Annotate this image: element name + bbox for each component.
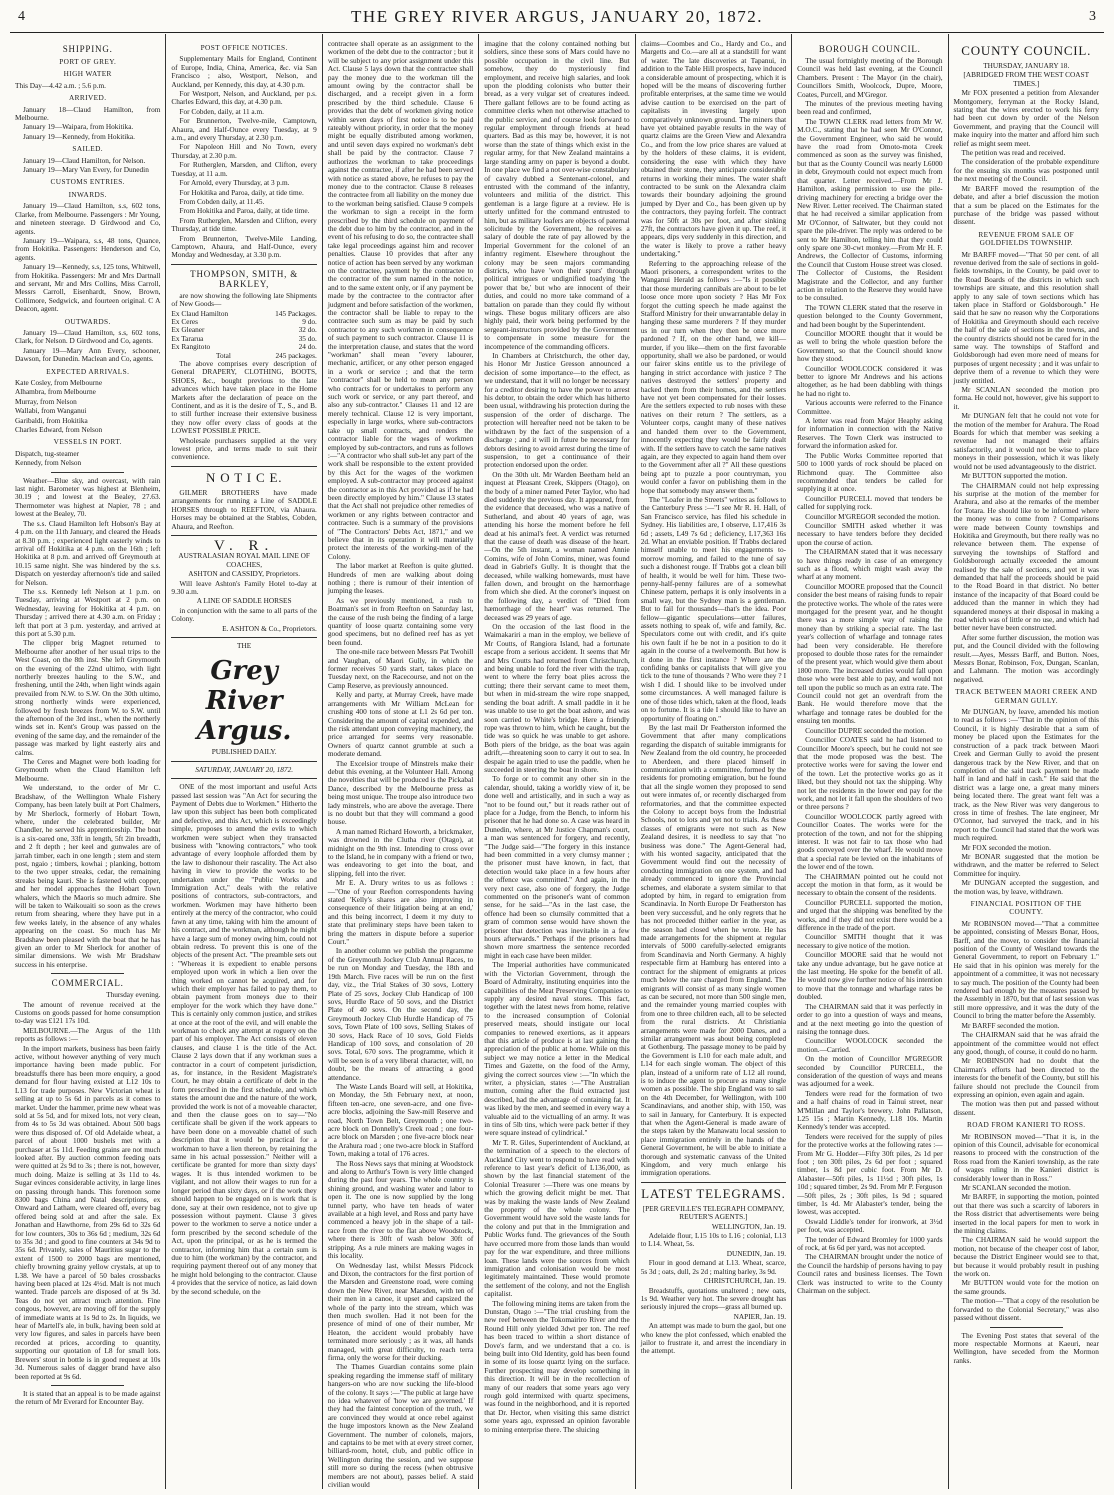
telegram-body: An attempt was made to burn the gaol, but one who knew the plot confessed, which enabled the jailor to frustrate it, and arrest the incendiary in the attempt.	[640, 1321, 787, 1356]
telegram-body: Breadstuffs, quotations unaltered ; new oats, 1s 9d. Weather very hot. The severe drought has seriously injured the crops—grass all burned up.	[640, 1285, 787, 1312]
county-abridged: [ABRIDGED FROM THE WEST COAST TIMES.]	[963, 70, 1090, 88]
column-2	[166, 34, 322, 1489]
council-paragraph: Councillor WOOLCOCK seconded the motion.—Carried.	[797, 1036, 943, 1054]
expected-item: Alhambra, from Melbourne	[15, 387, 96, 397]
sailed-item: January 19—Mary Van Every, for Dunedin	[23, 165, 149, 175]
county-paragraph: The petition was read and received.	[961, 148, 1066, 158]
customs-heading: CUSTOMS ENTRIES.	[50, 177, 125, 187]
editorial-paragraph: ONE of the most important and useful Acts passed last session was "An Act for securing the Payment of Debts due to Workmen." Hitherto the law upon this subject has been both complicated and defective, and this Act, which is exceedingly simple, proposes to amend the evils to which workmen were subject when they transacted business with "knowing contractors," who took advantage of every loophole afforded them by the law to dishonour their rascality. The Act also having in view to provide the works to be undertaken under the "Public Works and Immigration Act," deals with the relative positions of contractors, sub-contractors, and workmen. Workmen may have hitherto been entirely at the mercy of the contractor, who could fawn at any time, taking with him the amount of his contract, and the workman, although he might have a large sum of money owing him, could not obtain redress. To prevent this is one of the objects of the present Act. "The preamble sets out : "Whereas it is expedient to enable persons employed upon work in which a lien over the thing worked on cannot be acquired, and for which their employer has failed to pay them, to obtain payment from moneys due to their employer for the work which they have done." This is certainly only common justice, and strikes at once at the root of the evil, and will enable the workman to check any attempt at roguery on the part of his employer. The Act consists of eleven clauses, and clause 1 is the title of the Act. Clause 2 lays down that if any workman sues a contractor in a court of competent jurisdiction, as, for instance, in the Resident Magistrate's Court, he may obtain a certificate of debt in the form prescribed in the first schedule, and which states the amount due and the nature of the work, provided the work is not of a moveable character, and then the clause goes on to say—"No certificate shall be given if the work appears to have been done on a moveable chattel of such description that it would be practical for a workman to have a lien thereon, by retaining the same in his actual possession." Neither will a certificate be granted for more than sixty days' wages. It is thus intended workmen to be vigilant, and not allow their wages to run for a longer period than sixty days, or if the work they should happen to be engaged on is work that is done, say at their own residence, not to give up possession without payment. Clause 3 gives power to the workmen to serve a notice under a form prescribed by the second schedule of the Act, upon the principal, or as he is termed the contractor, informing him that a certain sum is due to him (the workman) by the contractor, and requiring payment thereof out of any money that he might hold belonging to the contractor. Clause 4 provides that the service of notice, as laid down by the second schedule, on the	[171, 782, 317, 1296]
expected-item: Garibaldi, from Hokitika	[15, 415, 88, 425]
commercial-paragraph: MELBOURNE.—The Argus of the 11th reports as follows :—	[15, 1025, 161, 1044]
article-paragraph: The one-mile race between Messrs Pat Twohill and Vaughan, of Maori Gully, in which the former receives 50 yards start, takes place on Tuesday next, on the Racecourse, and not on the Camp Reserve, as previously announced.	[327, 647, 474, 690]
goods-name: Ex Tararua	[171, 333, 204, 343]
telegram-place: CHRISTCHURCH, Jan. 19.	[703, 1276, 787, 1286]
post-item: For Hokitika and Paroa, daily, at tide time.	[179, 187, 304, 197]
council-paragraph: The CHAIRMAN stated that it was necessary to have things ready in case of an emergency such as a flood, which might wash away the wharf at any moment.	[797, 547, 943, 582]
article-paragraph: claims—Coombes and Co., Hardy and Co., and Margetts and Co.—are all at a standstill for want of water. The late discoveries at Tapanui, in addition to the Table Hill prospects, have induced a considerable amount of prospecting, which it is hoped will be the means of discovering further profitable enterprises, at the same time we would advise caution to be exercised on the part of capitalists in investing largely upon comparatively unknown ground. The miners that have yet obtained payable results in the way of quartz claims are the Green View and Alexandra Co., and from the low price shares are valued at by the holders of these claims, it is evident, considering the ease with which they have obtained their stone, they anticipate considerable returns in working their mines. The water shaft contracted to be sunk on the Alexandra claim towards their boundary adjoining the ground jumped by Dyer and Co., has been given up by the contractors, they paying forfeit. The contract was for 50ft at 30s per foot, and after sinking 27ft, the contractors have given it up. The reef, it appears, dips very suddenly in this direction, and the water is likely to prove a rather heavy undertaking."	[640, 39, 787, 259]
column-4	[479, 34, 635, 1489]
commercial-heading: COMMERCIAL.	[51, 978, 124, 989]
royal-mail-emblem	[171, 537, 316, 554]
county-paragraph: The CHAIRMAN said he would support the motion, not because of the cheaper cost of labor, because the District Engineer would see to that, but because it would probably result in pushing the work on.	[953, 1235, 1099, 1279]
county-subheading: ROAD FROM KANIERI TO ROSS.	[966, 1120, 1086, 1130]
council-paragraph: Councillor SMITH asked whether it was necessary to have tenders before they decided upon the course of action.	[797, 520, 943, 547]
mail-body2: in conjunction with the same to all parts of the Colony.	[171, 605, 317, 624]
goods-name: Ex Ceres	[171, 316, 198, 326]
council-paragraph: A letter was read from Major Heaphy asking for information in connection with the Native Reserves. The Town Clerk was instructed to forward the information asked for.	[797, 416, 943, 451]
council-paragraph: Councillor PURCELL supported the motion, and urged that the shipping was benefited by the works, and if they did not exist there would be a difference in the trade of the port.	[797, 897, 943, 933]
county-paragraph: Mr BARFF moved—"That 50 per cent. of all revenue derived from the sale of sections in gold-fields townships, in the County, be paid over to the Road Boards of the districts in which such townships are situate, and this resolution shall apply to any sale of town sections which has taken place in Stafford or Goldsborough." He said that he saw no reason why the Corporations of Hokitika and Greymouth should each receive the half of the sale of sections in the towns, and the country districts should not be cared for in the same way. The townships of Stafford and Goldsborough had even more need of means for purposes of urgent necessity ; and it was unfair to deprive them of a revenue to which they were justly entitled.	[953, 249, 1099, 385]
post-item: For Napoleon Hill and No Town, every Thursday, at 2.30 p.m.	[171, 142, 317, 160]
masthead-title: THE GREY RIVER ARGUS, JANUARY 20, 1872.	[351, 7, 763, 26]
goods-name: Ex Rangitoto	[171, 342, 211, 352]
divider	[171, 637, 316, 638]
goods-qty: 32 do.	[298, 325, 317, 335]
inwards-item: January 19—Claud Hamilton, s.s, 602 tons, Clarke, from Melbourne. Passengers : Mr Young, and nineteen steerage. D Girdwood and Co, agents.	[15, 201, 161, 236]
county-paragraph: Mr BUTTON supported the motion.	[961, 471, 1068, 481]
goods-qty: 145 Packages.	[275, 308, 317, 318]
inwards-item: January 19—Waipara, s.s, 48 tons, Quance, from Hokitika. Passengers: Henderson and Co, agents.	[15, 235, 161, 262]
notice-heading: N O T I C E.	[205, 469, 283, 485]
county-council-heading: COUNTY COUNCIL.	[961, 43, 1092, 58]
county-paragraph: Mr ROBINSON moved—"That a committee be appointed, consisting of Messrs Bonar, Hoos, Barff, and the mover, to consider the financial position of the County of Westland towards the General Government, to report on February 1." He said that in his opinion was merely for the appointment of a committee, it was not necessary to say much. The position of the County had been rendered bad enough by the measures passed by the Assembly in 1870, but that of last session was still more oppressive, and it was the duty of the Council to bring the matter before the Assembly.	[953, 918, 1099, 1021]
article-paragraph: contractee shall operate as an assignment to the workmen of the debt due to the contractor ; but it will be subject to any prior assignment under this Act. Clause 5 lays down that the contractee shall pay the money due to the workman till the amount owing by the contractor shall be discharged, and a receipt given in a form prescribed by the third schedule. Clause 6 provides that the debt of workmen giving notice within seven days of first notice is to be paid rateably without priority, in order that the money might be equally distributed among workmen, and until seven days expired no workman's debt shall be paid by the contractor. Clause 7 authorizes the workman to take proceedings against the contractee, if after he had been served with notice as stated above, he refuses to pay the money due to the contractor. Clause 8 releases the contractee from all liability on the money due to the workman being satisfied. Clause 9 compels the workman to sign a receipt in the form prescribed by the third schedule on payment of the debt due to him by the contractor, and in the event of his refusing to do so, the contractee shall take legal proceedings against him and recover penalties. Clause 10 provides that after any notice of action has been served by any workman on the contractee, payment by the contractee to the contractor of the sum named in the notice, and to the same extent only, or if any payment be made by the contractee to the contractor after judgment and before satisfaction of the workmen, the contractor shall be liable to repay to the contractee such sum as may be paid by such contractor to any such workmen in consequence of such payment to such contractor. Clause 11 is the interpretation clause, and states that the word "workman" shall mean "every labourer, mechanic, artificer, or any other person engaged in a work or service ; and that the term "contractor" shall be held to mean any person who contracts for or undertakes to perform any such work or service, or any part thereof, and also any sub-contractor." Clauses 11 and 12 are merely technical. Clause 12 is very important, especially in large works, where sub-contractors take up small contracts, and renders the contractor liable for the wages of workmen employed by sub-contractors, and runs as follows :—"A contractor who shall sub-let any part of the work shall be responsible to the extent provided by this Act for the wages of the workmen employed. A sub-contractor may proceed against the contractor as in this Act provided as if he had been directly employed by him." Clause 13 states that the Act shall not prejudice other remedies of workmen or any rights between contractor and contractee. Such is a summary of the provisions of "The Contractors' Debts Act, 1871," and we believe that in its operation it will materially protect the interests of the working-men of the Colony.	[327, 39, 474, 561]
shipping-paragraph: Weather—Blue sky, and overcast, with rain last night. Barometer was highest at Blenheim, 30.19 ; and lowest at the Bealey, 27.63. Thermometer was highest at Napier, 78 ; and lowest at the Bealey, 70.	[15, 475, 161, 519]
expected-heading: EXPECTED ARRIVALS.	[46, 366, 130, 376]
article-paragraph: The Waste Lands Board will sell, at Hokitika, on Monday, the 5th February next, at noon, fifteen ten-acre, one seven-acre, and one five-acre blocks, adjoining the Saw-mill Reserve and road, North Town Belt, Greymouth ; one two-acre block on Donnelly's Creek road ; one four-acre block on Marsden ; one five-acre block near the Arahura road ; one two-acre block in Stafford Town, making a total of 176 acres.	[327, 1081, 474, 1159]
county-paragraph: The motion was then put and passed without dissent.	[953, 1099, 1099, 1117]
council-paragraph: The Public Works Committee reported that 500 to 1000 yards of rock should be placed on Richmond quay. The Committee also recommended that tenders be called for supplying it at once.	[797, 450, 943, 494]
county-paragraph: Mr BARFF moved the resumption of the debate, and after a brief discussion the motion that a sum be placed on the Estimates for the purchase of the bridge was passed without dissent.	[953, 183, 1099, 227]
article-paragraph: The Ross News says that mining at Woodstock and along to Arthur's Town is very little changed during the past four years. The whole country is shining ground, and washing water and labor to open it. The one is now supplied by the long tunnel party, who have ten heads of water available at a high level, and Ross and party have commenced a heavy job in the shape of a tail-race from the river to the flat above Woodstock, where there is 30ft of wash below 30ft of stripping. As a rule miners are making wages in this locality.	[327, 1158, 474, 1261]
masthead	[10, 0, 1104, 33]
arrived-item: January 19—Kennedy, from Hokitika.	[23, 131, 135, 141]
article-paragraph: By the last mail Dr Featherston informed the Government that after many complications regarding the dispatch of suitable immigrants for New Zealand from the old country, he proceeded to Aberdeen, and there placed himself in communication with a committee, formed by the residents for promoting emigration, but he found that all the single women they proposed to send out were inmates of, or recently discharged from reformatories, and that the committee expected the Colony to accept boys from the Industrial Schools, not to lots and yet not to trials. As these classes of emigrants were not such as New Zealand desires, it is needless to say that "no business was done." The Agent-General had, with his wonted sagacity, anticipated that the Government would find out the necessity of conducting immigration on one system, and had already commenced to ignore the Provincial schemes, and elaborate a system similar to that adopted by him, in regard to emigration from Scandinavia. In North Europe Dr Featherston has been very successful, and he only regrets that he has not proceeded thither earlier in the year, as the season had closed when he wrote. He has made arrangements for the shipment at regular intervals of 5000 carefully-selected emigrants from Scandinavia and North Germany. A highly respectable firm at Hamburg has entered into a contract for the shipment of emigrants at prices much below the rate charged from England. The emigrants will consist of as many single women as can be secured, not more than 500 single men, and the remainder young married couples with from one to three children each, all to be selected from the rural districts. At Christiania arrangements were made for 2000 Danes, and a similar arrangement was about being completed at Gothenburg. The passage money to be paid by the Government is L10 for each male adult, and L14 for each single woman. The object of this plan, instead of a uniform rate of L12 all round, is to induce the agent to procure as many single women as possible. The ship England was to sail on the 4th December, for Wellington, with 100 Scandinavians, and another ship, with 150, was to sail in January, for Canterbury. It is expected that when the Agent-General is made aware of the steps taken by the Manawatu local session to place immigration entirely in the hands of the General Government, he will be able to initiate a thorough and systematic canvass of the United Kingdom, and very much enlarge his immigration operations.	[640, 722, 787, 1178]
appeal-paragraph: It is stated that an appeal is to be made against the return of Mr Everard for Encounter Bay.	[15, 1388, 161, 1407]
article-paragraph: To forge or to commit any other sin in the calendar, should, taking a worldly view of it, be done well and artistically, and in such a way as "not to be found out," but it reads rather out of place for a Judge, from the Bench, to inform his prisoner that he had done so. A case was heard in Dunedin, where, at Mr Justice Chapman's court, a man was sentenced for forgery, and recently, "The Judge said—"The forgery in this instance had been committed in a very clumsy manner ; the prisoner must have known, in fact, that detection would take place in a few hours after the offence was committed." And again, in the very next case, also one of forgery, the Judge commented on the prisoner's want of common sense, for he said—"As in the last case, the offence had been so clumsily committed that a gram of common sense would have shown the prisoner that detection was inevitable in a few hours afterwards." Perhaps if the prisoners had shown more smartness the sentence recorded might in each case have been milder.	[484, 774, 630, 960]
commercial-day: Thursday evening.	[106, 990, 161, 1000]
county-paragraph: Mr BARFF seconded the motion.	[961, 1020, 1060, 1030]
shipping-paragraph: The s.s. Claud Hamilton left Hobson's Bay at 4 p.m. on the 11th January, and cleared the Heads at 8.30 p.m. ; experienced light easterly winds to arrival off Hokitika at 4 p.m. on the 16th ; left Hokitika at 8 p.m. and arrived off Greymouth at 10.15 same night. She was hindered by the s.s. Dispatch on yesterday afternoon's tide and sailed for Nelson.	[15, 518, 161, 587]
council-paragraph: The CHAIRMAN pointed out he could not accept the motion in that form, as it would be necessary to obtain the consent of the residents.	[797, 871, 943, 898]
high-water-text: This Day—4.42 a.m. ; 5.6 p.m.	[15, 80, 107, 90]
mail-heading: AUSTRALASIAN ROYAL MAIL LINE OF COACHES,	[178, 551, 310, 569]
post-item: For Rutherglen, Marsden, and Clifton, every Tuesday, at 11 a.m.	[171, 160, 317, 178]
article-paragraph: Kelly and party, at Murray Creek, have made arrangements with Mr William McLean for crushing 400 tons of stone at L1 2s 6d per ton. Considering the amount of capital expended, and the risk attendant upon conveying machinery, the price arranged for seems very reasonable. Owners of quartz cannot grumble at such a moderate demand.	[327, 690, 474, 759]
county-paragraph: The CHAIRMAN could not help expressing his surprise at the motion of the member for Arahura, and also at the remarks of the member for Totara. He should like to be informed where the money was to come from ? Comparisons were made between County townships and Hokitika and Greymouth, but there really was no relevance between them. The expense of surveying the townships of Stafford and Goldsborough actually exceeded the amount realised by the sale of sections, and yet it was demanded that half the proceeds should be paid to the Road Board in that district. No better instance of the incapacity of that Board could be adduced than the manner in which they had squandered moneys at their disposal in making a road which was of little or no use, and which had better never have been constructed.	[953, 480, 1099, 633]
county-paragraph: The motion—"That a copy of the resolution be forwarded to the Colonial Secretary," was also passed without dissent.	[953, 1296, 1099, 1323]
divider	[51, 973, 124, 974]
article-paragraph: On the occasion of the last flood in the Waimakariri a man in the employ, we believe of Mr Coutts, of Rangiora Island, had a fortunate escape from a serious accident. It seems that Mr and Mrs Coutts had returned from Christchurch, and being unable to ford the river with the trap, went to where the ferry boat plies across the cutting; there their servant came to meet them, but when in mid-stream the wire rope snapped, sending the boat adrift. A small paddle in it he was unable to use to get the boat ashore, and was soon carried to White's bridge. Here a friendly rope was thrown to him, which he caught, but the tide was so quick he was unable to get ashore. Both piers of the bridge, as the boat was again adrift,—threatening soon to carry it out to sea. In despair he again tried to use the paddle, when he succeeded in steering the boat in shore.	[484, 622, 630, 774]
port-heading: PORT OF GREY.	[59, 57, 117, 66]
published-daily: PUBLISHED DAILY.	[211, 747, 277, 757]
council-paragraph: Councillor MOORE proposed that the Council consider the best means of raising funds to repair the protective works. The whole of the rates were mortgaged for the present year, and he thought there was a more simple way of raising the money than by striking a special rate. The last year's collection of wharfage and tonnage rates had been very considerable. He therefore proposed to double those rates for the remainder of the present year, which would give them about 1800 more. The increased duties would fall upon those who were best able to pay, and would not tell upon the public so much as an extra rate. The Council could not get an overdraft from the Bank. He would therefore move that the wharfage and tonnage rates be doubled for the ensuing ten months.	[797, 581, 943, 726]
divider	[171, 535, 316, 536]
article-paragraph: Mr E. A. Drury writes to us as follows :—"One of your Reefton correspondents having stated 'Kelly's shares are also improving in consequence of their litigation being at an end,' and this being incorrect, I deem it my duty to state that preliminary steps have been taken to bring the matters in dispute before a superior Court."	[327, 878, 474, 947]
county-date: THURSDAY, JANUARY 18.	[983, 61, 1070, 70]
telegram-body: Adelaide flour, L15 10s to L16 ; colonial, L13 to L14. Wheat, 5s.	[640, 1231, 787, 1249]
outwards-item: January 19—Mary Ann Every, schooner, Dawson, for Dunedin. Maclean and Co, agents.	[15, 345, 161, 364]
shipping-paragraph: The s.s. Kennedy left Nelson at 1 p.m. on Tuesday, arriving at Westport at 2 p.m. on Wednesday, leaving for Hokitika at 4 p.m. on Thursday ; arrived there at 4.30 a.m. on Friday ; left that port at 3 p.m. yesterday, and arrived at this port at 5.30 p.m.	[15, 586, 161, 638]
county-paragraph: Mr SCANLAN seconded the motion pro forma. He could not, however, give his support to it.	[953, 385, 1099, 411]
outwards-item: January 19—Claud Hamilton, s.s, 602 tons, Clark, for Nelson. D Girdwood and Co, agents.	[15, 327, 161, 346]
county-paragraph: Mr BARFF, in supporting the motion, pointed out that there was such a scarcity of laborers in the Ross district that advertisements were being inserted in the local papers for men to work in the mining claims.	[953, 1192, 1099, 1236]
notice-body: GILMER BROTHERS have made arrangements for running a Line of SADDLE HORSES through to REEFTON, via Ahaura. Horses may be obtained at the Stables, Cobden, Ahaura, and Reefton.	[171, 487, 317, 531]
mail-sub: ASHTON and CASSIDY, Proprietors.	[188, 569, 301, 579]
council-paragraph: Councillor MOORE thought that it would be as well to bring the whole question before the Government, so that the Council should know how they stood.	[797, 329, 943, 364]
county-paragraph: Mr FOX seconded the motion.	[961, 842, 1051, 852]
thompson-heading: THOMPSON, SMITH, & BARKLEY,	[190, 268, 299, 289]
county-paragraph: After some further discussion, the motion was put, and the Council divided with the following result.—Ayes, Messrs Barff, and Button. Noes, Messrs Bonar, Robinson, Fox, Dungan, Scanlan, and Lahmann. The motion was accordingly negatived.	[953, 632, 1099, 684]
post-item: For Brunnerton, Twelve-mile, Camptown, Ahaura, and Half-Ounce every Tuesday, at 9 a.m., and every Thursday, at 2.30 p.m.	[171, 116, 317, 143]
vessel-item: Dispatch, tug-steamer	[15, 448, 80, 458]
county-paragraph: The CHAIRMAN said that he was afraid the appointment of the committee would not effect any good, though, of course, it could do no harm.	[953, 1030, 1099, 1056]
county-paragraph: Mr DUNGAN accepted the suggestion, and the motion was, by leave, withdrawn.	[953, 878, 1099, 896]
post-item: For Westport, Nelson, and Auckland, per p.s. Charles Edward, this day, at 4.30 p.m.	[171, 89, 317, 107]
county-paragraph: Mr ROBINSON moved—"That it is, in the opinion of this Council, advisable for economical reasons to proceed with the construction of the Ross road from the Kanieri township, as the rate of wages ruling in the Kanieri district is considerably lower than in Ross."	[953, 1131, 1099, 1183]
county-paragraph: Mr BONAR suggested that the motion be withdrawn, and the matter be referred to Select Committee for inquiry.	[953, 851, 1099, 878]
mail-sign: E. ASHTON & Co., Proprietors.	[222, 623, 317, 633]
vessels-heading: VESSELS IN PORT.	[53, 437, 122, 447]
inwards-heading: INWARDS.	[68, 189, 107, 199]
telegram-body: Flour in good demand at L13. Wheat, scarce, 5s 3d ; oats, dull, 2s 2d ; malting barley, 3s 9d.	[640, 1258, 787, 1276]
sailed-heading: SAILED.	[72, 144, 103, 154]
divider	[641, 1182, 786, 1183]
telegram-place: DUNEDIN, Jan. 19.	[726, 1248, 787, 1258]
high-water-heading: HIGH WATER	[63, 69, 112, 79]
council-paragraph: Oswald Liddle's tender for ironwork, at 3½d per foot, was accepted.	[797, 1216, 943, 1235]
county-subheading: TRACK BETWEEN MAORI CREEK AND GERMAN GULLY.	[955, 687, 1098, 705]
mail-line2: A LINE OF SADDLE HORSES	[196, 596, 292, 606]
shipping-paragraph: We understand, to the order of Mr C. Bradshaw, of the Wellington Whale Fishery Company, has been lately built at Port Chalmers, by Mr Sherlock, formerly of Hobart Town, where, under the celebrated builder, Mr Chandler, he served his apprenticeship. The boat is a six-oared one, 33ft in length, 5ft 2in breadth, and 2 ft depth ; her keel and gunwales are of jarrah timber, each in one length ; stem and stern post, ngaio ; timbers, kowhai ; planking, bottom to the two upper streaks, cedar, the remaining streaks being kauri. She is fastened with copper, and her model approaches the Hobart Town whalers, which the Maoris so much admire. She will be taken to Waikouaiti so soon as the crews return from shearing, where they have put in a few weeks lately, in the absence of any whales appearing on the coast. So much has Mr Bradshaw been pleased with the boat that he has given an order to Mr Sherlock for another of similar dimensions. We wish Mr Bradshaw success in his enterprise.	[15, 783, 161, 969]
article-paragraph: The following mining items are taken from the Dunstan, Otago :—"The trial crushing from the new reef between the Tokomairiro River and the Round Hill only yielded 3dwt per ton. The reef has been traced to within a short distance of Dove's farm, and we understand that a co. is being built into Old Identity, gold has been found in some of its loose quartz lying on the surface. Further prospecting may develop something in this direction. It will be in the recollection of many of our readers that some years ago very rough gold intermixed with quartz specimens, was found in the neighborhood, and it is reported that Dr. Hector, when visiting this same district some years ago, expressed an opinion favorable to mining enterprise there. The sluicing	[484, 1298, 630, 1434]
county-paragraph: Mr FOX presented a petition from Alexander Montgomery, ferryman at the Rocky Island, stating that the wires erected to work his ferry had been cut down by order of the Nelson Government, and praying that the Council will make inquiry into the matter and afford him such relief as might seem meet.	[953, 88, 1099, 148]
county-paragraph: The consideration of the probable expenditure for the ensuing six months was postponed until the next meeting of the Council.	[953, 157, 1099, 184]
article-paragraph: imagine that the colony contained nothing but soldiers, since these sons of Mars could have no possible occupation in the civil line. But somehow, they do mysteriously find employment, and receive high salaries, and look upon the plodding colonists who butter their bread, as a very vulgar set of creatures indeed. There gallant fellows are to be found acting as committee clerks when not otherwise attached to the public service, and of course look forward to regular employment through friends at head quarters. Bad as this may be, however, it is not worse than the state of things which exist in the regular army, for that New Zealand maintains a large standing army on paper is beyond a doubt. In one place we find a not over-wise constabulary of cavalry dubbed a Sentenant-colonel, and entrusted with the command of the infantry, volunteers and militia of the district. This gentleman is a large figure at a review. He is utterly unfitted for the command entrusted to him, but as military loafers are objects of paternal solicitude by the Government, he receives a salary of double the rate of pay allowed by the Imperial Government for the colonel of an infantry regiment. Elsewhere throughout the colony may be seen majors commanding districts, who have 'won their spurs' through political intrigues or undignified toadying 'the power that be,' but who are innocent of their duties, and could no more take command of a battalion on parade than they could fly without wings. These bogus military officers are also highly paid, their work being performed by the sergeant-instructors provided by the Government to compensate in some measure for the incompetence of the commanding officers.	[484, 39, 630, 351]
article-paragraph: As we previously mentioned, a rush to Boatman's set in from Reefton on Saturday last, the cause of the rush being the finding of a large quantity of loose quartz containing some very good specimens, but no defined reef has as yet been found.	[327, 595, 474, 647]
article-paragraph: Mr T. R. Giles, Superintendent of Auckland, at the termination of a speech to the electors of Auckland City went to respond to have read with reference to last year's deficit of L136,000, as shown by the last financial statement of the Colonial Treasurer :—There was one means by which the growing deficit might be met. That was by making the waste lands of New Zealand the property of the whole colony. The Government would have sold the waste lands for the colony and put that in the Immigration and Public Works fund. The grievances of the South have occurred more from those lands than would pay for the war expenditure, and three millions loan. These lands were the sources from which immigration and colonisation would be most legitimately maintained. These would promote the settlement of the colony, and not the English capitalist.	[484, 1137, 630, 1299]
council-paragraph: Various accounts were referred to the Finance Committee.	[797, 398, 943, 416]
article-paragraph: The labor market at Reefton is quite glutted. Hundreds of men are walking about doing nothing ; there is rumour of their intention of jumping the leases.	[327, 561, 474, 596]
council-paragraph: Tenders were received for the supply of piles for the protective works at the following rates :—From Mr G. Hodder—Fifty 30ft piles, 2s 1d per foot ; ten 30ft piles, 2s 6d per foot ; squared timber, 1s 8d per cubic foot. From Mr D. Alabaster—50ft piles, 1s 11½d ; 30ft piles, 1s 10d ; squared timber, 2s 9d. From Mr P. Ferguson—50ft piles, 2s ; 30ft piles, 1s 9d ; squared timber, 1s 4d. Mr Alabaster's tender, being the lowest, was accepted.	[797, 1131, 943, 1217]
divider	[990, 1327, 1063, 1328]
council-paragraph: Councillor M'GREGOR seconded the motion.	[805, 511, 940, 521]
inwards-item: January 19—Kennedy, s.s, 125 tons, Whitwell, from Hokitika. Passengers: Mr and Mrs Dartnall and servant, Mr and Mrs Collins, Miss Carroll, Messrs Carroll, Eisenhardt, Snow, Brown, Collimore, Sedgwick, and fourteen original. C A Deacon, agent.	[15, 262, 161, 314]
county-paragraph: The Evening Post states that several of the more respectable Mormons at Kaeuri, near Wellington, have seceded from the Mormon ranks.	[953, 1330, 1099, 1365]
goods-qty: 35 do.	[298, 333, 317, 343]
article-paragraph: On Wednesday last, whilst Messrs Pidcock and Dixon, the contractors for the first portion of the Marsden and Greenstone road, were coming down the New River, near Marsden, with ten of their men in a canoe, it upset and capsized the whole of the party into the stream, which was then much swollen. Had it not been for the presence of mind of one of their number, Mr Heaton, the accident would probably have terminated more seriously ; as it was, all hands managed, with great difficulty, to reach terra firma, only the worse for their ducking.	[327, 1260, 474, 1362]
expected-item: Wallabi, from Wanganui	[15, 406, 87, 416]
page-number-left: 4	[18, 9, 25, 24]
county-subheading: FINANCIAL POSITION OF THE COUNTY.	[970, 899, 1082, 917]
article-paragraph: A man named Richard Howorth, a brickmaker, was drowned in the Clutha river (Otago), at midnight on the 9th inst. Intending to cross over to the Island, he in company with a friend or two, was endeavoring to get into the boat, and slipping, fell into the river.	[327, 826, 474, 878]
post-item: For Arnold, every Thursday, at 3 p.m.	[179, 178, 290, 188]
arrived-item: January 19—Waipara, from Hokitika.	[23, 122, 134, 132]
goods-total-label: Total	[216, 350, 231, 360]
council-paragraph: The TOWN CLERK read letters from Mr W. M.O.C., stating that he had seen Mr O'Connor, the Government Engineer, who said he would have the road from Omoto-mota Creek commenced as soon as the survey was finished, but that as the County Council was nearly L6000 in debt, Greymouth could not expect much from that quarter. Letter received.—From Mr J. Hamilton, asking permission to use the pile-driving machinery for erecting a bridge over the New River. Letter received. The Chairman stated that he had received a similar application from Mr O'Connor, of Saltwater, but they could not spare the pile-driver. The reply was ordered to be sent to Mr Hamilton, telling him that they could only spare one 30-cwt monkey.—From Mr H. F. Andrews, the Collector of Customs, informing the Council that Custom House street was closed. The Collector of Customs, the Resident Magistrate and the Collector, and any further action in relation to the Reserve they would have to be consulted.	[797, 116, 943, 303]
telegrams-source: [PER GREVILLE'S TELEGRAPH COMPANY, REUTER'S AGENTS.]	[642, 1203, 785, 1222]
telegram-place: WELLINGTON, Jan. 19.	[711, 1221, 787, 1231]
column-1	[10, 34, 166, 1489]
telegrams-heading: LATEST TELEGRAMS.	[641, 1185, 786, 1201]
county-subheading: REVENUE FROM SALE OF GOLDFIELDS TOWNSHIP.	[978, 229, 1075, 248]
county-paragraph: Mr DUNGAN, by leave, amended his motion to read as follows :—"That in the opinion of this Council, it is highly desirable that a sum of money be placed upon the Estimates for the construction of a pack track between Maori Creek and German Gully to avoid the present dangerous track by the New River, and that on completion of the said track payment be made half in land and half in cash." He said that the district was a large one, a great many miners being located there. The great want felt was a track, as the New River was very dangerous to cross in time of freshes. The late engineer, Mr O'Connor, had surveyed the track, and in his report to the Council had stated that the work was much required.	[953, 707, 1099, 843]
council-paragraph: The tender of Edward Bromley for 1000 yards of rock, at 6s 6d per yard, was not accepted.	[797, 1234, 943, 1253]
council-paragraph: Tenders were read for the formation of two and a half chains of road in Tainui street, near M'Millan and Taylor's brewery. John Pallatson, L25 15s ; Martin Kennedy, L18 10s. Martin Kennedy's tender was accepted.	[797, 1088, 943, 1132]
county-paragraph: Mr ROBINSON had no doubt that the Chairman's efforts had been directed to the interests for the benefit of the County, but still his failure should not preclude the Council from expressing an opinion, even again and again.	[953, 1056, 1099, 1099]
sailed-item: January 19—Claud Hamilton, for Nelson.	[23, 155, 146, 165]
page-number-right: 3	[1089, 9, 1096, 24]
council-paragraph: On the motion of Councillor M'GREGOR seconded by Councillor PURCELL, the consideration of the question of ways and means was adjourned for a week.	[797, 1054, 943, 1089]
divider	[171, 778, 316, 779]
council-paragraph: The minutes of the previous meeting having been read and confirmed,	[797, 99, 943, 117]
divider	[171, 264, 316, 265]
post-item: From Cobden daily, at 11.45.	[179, 196, 265, 206]
vessel-item: Kennedy, from Nelson	[15, 458, 82, 468]
council-paragraph: Councillor PURCELL moved that tenders be called for supplying rock.	[797, 493, 943, 512]
column-5	[636, 34, 792, 1489]
county-paragraph: Mr BUTTON would vote for the motion on the same grounds.	[953, 1278, 1099, 1296]
expected-item: Charles Edward, from Nelson	[15, 425, 103, 435]
council-paragraph: Councillor SMITH thought that it was necessary to give notice of the motion.	[797, 932, 943, 950]
article-paragraph: In another column we publish the programme of the Greymouth Jockey Club Annual Races, to be run on Monday and Tuesday, the 18th and 19th March. Five races will be run on the first day, viz., the Trial Stakes of 30 sovs, Lottery Plate of 25 sovs, Jockey Club Handicap of 100 sovs, Hurdle Race of 50 sovs, and the District Plate of 40 sovs. On the second day, the Greymouth Jockey Club Hurdle Handicap of 75 sovs, Town Plate of 100 sovs, Selling Stakes of 30 sovs, Hack Race of 10 sovs, Gold Fields Handicap of 100 sovs, and consolation of 20 sovs. Total, 670 sovs. The programme, which it will be seen is of a very liberal character, will, no doubt, be the means of attracting a good attendance.	[327, 946, 474, 1082]
council-paragraph: Councillor MOORE said that he would not take any undue advantage, but he gave notice at the last meeting. He spoke for the benefit of all. He would now give further notice of his intention to move that the tonnage and wharfage rates be doubled.	[797, 950, 943, 1002]
council-paragraph: The usual fortnightly meeting of the Borough Council was held last evening, at the Council Chambers. Present : The Mayor (in the chair), Councillors Smith, Woolcock, Dupre, Moore, Coates, Purcell, and M'Gregor.	[797, 56, 943, 99]
article-paragraph: Referring to the approaching release of the Maori prisoners, a correspondent writes to the Wanganui Herald as follows :—"Is it possible that those murdering cannibals are about to be let loose once more upon society ? Has Mr Fox forgot the cutting speech he made against the Stafford Ministry for their unwarrantable delay in hanging these same murderers ? If they murder us in our turn when they then be once more pardoned ? If, on the other hand, we kill—murder, if you like—them on the first favorable opportunity, shall we also be pardoned, or would our fairer skins entitle us to the privilege of hanging in strict accordance with justice ? The natives destroyed the settlers' property and hacked them from their homes, and the settlers have not yet been compensated for their losses. Are the settlers expected to rub noses with these natives on their return ? The settlers, as a Volunteer corps, caught many of these natives and handed them over to the Government, innocently expecting they would be fairly dealt with. If the settlers have to catch the same natives again, are they expected to again hand them over to the Government after all ?" All these questions being apt to puzzle a poor countryman, you would confer a favor on publishing them in the hope that somebody may answer them."	[640, 258, 787, 495]
mail-body: Will leave Ashton's Family Hotel to-day at 9.30 a.m.	[171, 578, 317, 596]
article-paragraph: On the 30th ult. Mr Warden Beetham held an inquest at Pleasant Creek, Skippers (Otago), on the body of a miner named Peter Taylor, who had died suddenly the previous day. It appeared, from the evidence that deceased, who was a native of Sutherland, and about 40 years of age, was attending his horse the moment before he fell dead at his animal's feet. A verdict was returned that the cause of death was disease of the heart.—On the 5th instant, a woman named Annie Comins, wife of John Comins, miner, was found dead in Gabriel's Gully. It is thought that the deceased, while walking homewards, must have fallen down, and brought on the hæmorrhage from which she died. At the coroner's inquest on the following day, a verdict of "Died from hæmorrhage of the heart" was returned. The deceased was 29 years of age.	[484, 469, 630, 622]
post-item: For Cobden, daily, at 11 a.m.	[179, 106, 264, 116]
column-6	[792, 34, 948, 1489]
council-paragraph: Councillor WOOLCOCK partly agreed with Councillor Coates. The works were for the protection of the town, and not for the shipping interest. It was not fair to tax those who had goods conveyed over the wharf. He would move that a special rate be levied on the inhabitants of the lower end of the town.	[797, 811, 943, 872]
article-paragraph: The "Loafer in the Streets" writes as follows to the Canterbury Press :—"I see Mr R. H. Hall, of San Francisco service, has filed his schedule in Sydney. His liabilities are, I observe, L17,416 3s 6d ; assets, L49 7s 6d ; deficiency, L17,363 16s 2d. What an enviable position. If Trabbs declared himself unable to meet his engagements to-morrow morning, and failed to the tune of say such a dishonest rouge. If Trabbs got a clean bill of health, it would be well for him. These two-penny-half-penny failures are of a somewhat Chinese pattern, perhaps it is only insolvents in a small way, but the Sydney man is a gentleman. But to fail for thousands—that's the idea. Poor fellow—gigantic speculations—utter failures, assets nothing to speak of, wife and family, &c. Speculators come out with credit, and it's quite his own fault if he be not in a position to do it again in the course of a twelvemonth. But how is it done in the first instance ? Where are the confiding banks or capitalists that will give you tick to the tune of thousands ? Who were they ? I wish I did. I should like to be involved under some circumstances. A well managed failure is one of those tides which, taken at the flood, leads on to fortune. It is a tide I should like to have an opportunity of floating on."	[640, 494, 787, 723]
arrived-item: January 18—Claud Hamilton, from Melbourne.	[15, 104, 161, 123]
expected-item: Kate Cosley, from Melbourne	[15, 378, 103, 387]
council-paragraph: The TOWN CLERK stated that the reserve in question belonged to the County Government, and had been bought by the Superintendent.	[797, 302, 943, 329]
council-paragraph: Councillor DUPRE seconded the motion.	[805, 725, 927, 735]
thompson-body: Wholesale purchasers supplied at the very lowest price, and terms made to suit their convenience.	[171, 435, 317, 462]
goods-qty: 24 do.	[298, 342, 317, 352]
expected-item: Murray, from Nelson	[15, 396, 77, 406]
article-paragraph: The Excelsior troupe of Minstrels make their debut this evening, at the Volunteer Hall. Among the novelties that will be produced is the Pickabal Dance, described by the Melbourne press as being most unique. The troupe also introduce two lady minstrels, who are above the average. There is no doubt but that they will command a good house.	[327, 758, 474, 827]
columns	[10, 34, 1104, 1489]
outwards-heading: OUTWARDS.	[64, 316, 111, 326]
column-3	[323, 34, 479, 1489]
article-paragraph: The Thames Guardian contains some plain speaking regarding the immense staff of military hangers-on who are now sucking the life-blood of the colony. It says :—"The public at large have no idea whatever of 'how we are governed.' If they had the faintest conception of the truth, we are convinced they would at once rebel against the huge impostors known as the New Zealand Government. The number of colonels, majors, and captains to be met with at every street corner, billiard-room, hotel, club, and public office in Wellington during the session, and we suppose still more so during the recess (when obtrusive members are not about), passes belief. A staid civilian would	[327, 1362, 474, 1489]
county-paragraph: Mr DUNGAN felt that he could not vote for the motion of the member for Arahura. The Road Boards for which that member was seeking a revenue had not managed their affairs satisfactorily, and it would not be wise to place moneys in their possession, which it was likely would not be used advantageously to the district.	[953, 411, 1099, 471]
goods-name: Ex Claud Hamilton	[171, 308, 229, 318]
dateline: SATURDAY, JANUARY 20, 1872.	[195, 764, 294, 774]
shipping-paragraph: The clipper brig Magnet returned to Melbourne after another of her usual trips to the West Coast, on the 8th inst. She left Greymouth on the evening of the 22nd ultimo, with light northerly breezes hauling to the S.W., and freshening, until the 24th, when light winds again prevailed from N.W. to S.W. On the 30th ultimo, strong northerly winds were experienced, followed by fresh breezes from W. to S.W. until the afternoon of the 3rd inst., when the northerly winds set in. Kent's Group was passed on the evening of the same day, and the remainder of the passage was marked by light easterly airs and calms.	[15, 638, 161, 757]
post-item: From Rutherglen, Marsden and Clifton, every Thursday, at tide time.	[171, 215, 317, 234]
borough-council-heading: BOROUGH COUNCIL.	[818, 44, 921, 54]
column-7	[949, 34, 1104, 1489]
divider	[171, 761, 316, 762]
council-paragraph: Councillor WOOLCOCK considered it was better to ignore Mr Andrews and his actions altogether, as he had been dabbling with things he had no right to.	[797, 363, 943, 398]
goods-qty: 9 do.	[302, 316, 317, 326]
thompson-body: The above comprises every description of General DRAPERY, CLOTHING, BOOTS, SHOES, &c., bought previous to the late advances which have taken place in the Home Markets after the declaration of peace on the Continent, and as it is the desire of T., S., and B. to still further increase their extensive business they now offer every class of goods at the LOWEST POSSIBLE PRICE.	[171, 359, 317, 436]
vr-monogram: V. R.	[214, 537, 275, 554]
post-item: From Brunnerton, Twelve-Mile Landing, Camptown, Ahaura, and Half-Ounce, every Monday and Wednesday, at 3.30 p.m.	[171, 233, 317, 260]
council-paragraph: The CHAIRMAN said that it was perfectly in order to go into a question of ways and means, and at the next meeting go into the question of raising the tonnage dues.	[797, 1001, 943, 1036]
post-item: From Hokitika and Paroa, daily, at tide time.	[179, 206, 310, 216]
goods-total: 245 packages.	[275, 350, 317, 360]
telegram-place: NAPIER, Jan. 19.	[733, 1311, 787, 1321]
arrived-heading: ARRIVED.	[68, 93, 107, 103]
shipping-paragraph: The Ceres and Magnet were both loading for Greymouth when the Claud Hamilton left Melbourne.	[15, 757, 161, 783]
commercial-paragraph: The amount of revenue received at the Customs on goods passed for home consumption to-day was £121 17s 10d.	[15, 999, 161, 1026]
county-paragraph: Mr SCANLAN seconded the motion.	[961, 1183, 1071, 1192]
council-paragraph: Councillor COATES said he had listened to Councillor Moore's speech, but he could not see that the mode proposed was the best. The protective works were for saving the lower end of the town. Let the protective works go as it liked, but they should not tax the shipping. Why not let the residents in the lower end pay for the work, and not let it fall upon the shoulders of two or three persons ?	[797, 735, 943, 812]
article-paragraph: In Chambers at Christchurch, the other day, his Honor Mr Justice Gresson announced a decision of some importance—to the effect, as we understand, that it will no longer be necessary for a creditor desiring to have the power to arrest his debtor, to obtain the order which has hitherto been usual, withdrawing his protection during the suspension of the order of discharge. The protection will hereafter need not be taken to be withdrawn by the fact of the suspension of a discharge ; and it will in future be necessary for debtors desiring to avoid arrest during the time of suspension, to get a continuance of their protection endorsed upon the order.	[484, 351, 630, 470]
council-paragraph: The CHAIRMAN brought under the notice of the Council the hardship of persons having to pay Council rates and business licenses. The Town Clerk was instructed to write to the County Chairman on the subject.	[797, 1252, 943, 1296]
commercial-paragraph: In the import markets, business has been fairly active, without however anything of very much importance having been made public. For breadstuffs there has been more enquiry, a good demand for flour having existed at L12 10s to L13 for trade purposes. New Victorian wheat is selling at up to 5s 6d in parcels as it comes to market. Under the hammer, prime new wheat was sold at 5s 5d, and for mixed lots, not very clean, from 4s to 5s 3d was obtained. About 500 bags were thus disposed of. Of old Adelaide wheat, a parcel of about 1000 bushels met with a purchaser at 5s 11d. Feeding grains are not much looked after. By auction common feeding oats were quitted at 2s 9d to 3s ; there is not, however, much doing. Maize is selling at 3s 11d to 4s. Sugar evinces considerable activity, in large lines on passing through hands. This forenoon some 8300 bags China and Natal descriptions, ex Onward and Latham, were cleared off, every bag offered being sold at and after the sale. Ex Jonathan and Hawthorne, from 29s 6d to 32s 6d for low counters, 30s to 36s 6d ; medium, 32s 6d to 35s 3d ; and good to fine counters at 34s 9d to 35s 6d. Privately, sales of Mauritius sugar to the extent of 1500 to 2000 bags are mentioned, chiefly browning grainy yellow crystals, at up to L38. We have a parcel of 50 bales crossbacks having been placed at 12s 4½d. Malt is not much wanted. Trade parcels are disposed of at 9s 3d. Teas do not yet attract much attention. Fine congous, however, are moving off for the supply of immediate wants at 1s 9d to 2s. In liquids, we hear of Martell's ale, in bulk, having been sold at very low figures, and sales in parcels have been recorded at prices, according to quantity, supporting our quotation of L8 for small lots. Brewers' stout in bottle is in good request at 10s 3d. Numerous sales of dagger brand have also been reported at 9s 6d.	[15, 1043, 161, 1381]
divider	[51, 1385, 124, 1386]
shipping-heading: SHIPPING.	[62, 44, 113, 54]
argus-nameplate: Grey River Argus.	[196, 656, 292, 747]
divider	[171, 466, 316, 467]
thompson-intro: are now showing the following late Shipments of New Goods—	[171, 290, 317, 309]
post-office-heading: POST OFFICE NOTICES.	[200, 43, 288, 52]
article-paragraph: The Imperial authorities have communicated with the Victorian Government, through the Board of Admiralty, instituting enquiries into the capabilities of the Meat Preserving Companies to supply any desired naval stores. This fact, together with the latest news from home, relative to the increased consumption of Colonial preserved meats, should instigate our local companies to renewed exertions, as it appears that this article of produce is at last gaining the appreciation of the public at home. While on this subject we may notice a letter in the Medical Times and Gazette, on the food of the Army, giving the correct sources view :—"In which the writer, a physician, states :—"The Australian mutton, coming after the fluid extracted just described, had the advantage of containing fat. It was liked by the men, and seemed in every way a valuable aid to the victualling of an army. It was in tins of 5lb tins, which were pack better if they were square instead of cylindrical."	[484, 960, 630, 1138]
post-item: Supplementary Mails for England, Continent of Europe, India, China, America, &c. via San Francisco ; also, Westport, Nelson, and Auckland, per Kennedy, this day, at 4.30 p.m.	[171, 54, 317, 89]
goods-name: Ex Gleaner	[171, 325, 205, 335]
the-label: THE	[237, 640, 252, 650]
divider	[51, 472, 124, 473]
